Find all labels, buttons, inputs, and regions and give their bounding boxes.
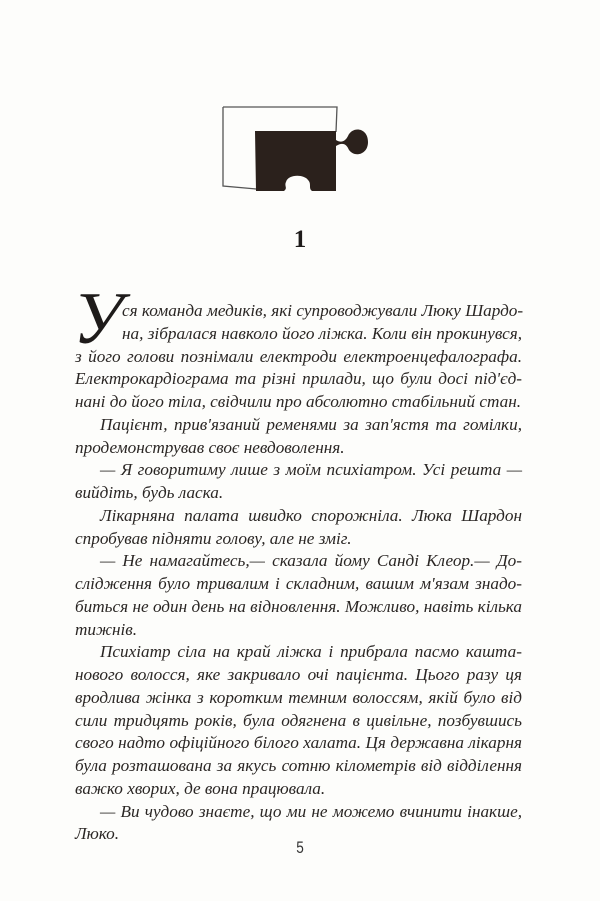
- text-line: слідження було тривалим і складним, вашим м'язам знадо-: [75, 574, 522, 593]
- text-line: — Не намагайтесь,— сказала йому Санді Клеор.— До-: [100, 551, 522, 571]
- text-line: Пацієнт, прив'язаний ременями за зап'ястя та гомілки,: [100, 414, 522, 434]
- text-line: важко хворих, де вона працювала.: [75, 778, 326, 798]
- text-line: Лікарняна палата швидко спорожніла. Люка Шардон: [100, 505, 522, 525]
- page-number: 5: [296, 838, 304, 857]
- drop-cap: У: [73, 278, 123, 360]
- text-line: Електрокардіограма та різні прилади, що були досі під'єд-: [75, 369, 522, 389]
- text-line: продемонстрував своє невдоволення.: [75, 437, 345, 457]
- body-text: [75, 300, 522, 846]
- text-line: тижнів.: [75, 619, 138, 639]
- text-line: вийдіть, будь ласка.: [75, 483, 224, 502]
- text-line: сили тридцять років, була одягнена в цивільне, позбувшись: [75, 710, 522, 730]
- text-line: Люко.: [75, 824, 120, 844]
- text-line: Психіатр сіла на край ліжка і прибрала пасмо кашта-: [100, 642, 522, 662]
- puzzle-piece-shape: [255, 129, 368, 191]
- text-line: — Ви чудово знаєте, що ми не можемо вчинити інакше,: [100, 801, 522, 821]
- chapter-number: 1: [293, 226, 307, 253]
- text-line: спробував підняти голову, але не зміг.: [75, 528, 352, 548]
- text-line: свого надто офіційного білого халата. Ця державна лікарня: [75, 733, 522, 753]
- text-line: вродлива жінка з коротким темним волоссям, якій було від: [75, 687, 522, 707]
- text-line: нового волосся, яке закривало очі пацієнта. Цього разу ця: [75, 665, 522, 684]
- text-line: нані до його тіла, свідчили про абсолютно стабільний стан.: [75, 392, 522, 411]
- text-line: ся команда медиків, які супроводжували Люку Шардо-: [122, 301, 524, 320]
- text-line: — Я говоритиму лише з моїм психіатром. Усі решта —: [100, 460, 522, 480]
- text-line: на, зібралася навколо його ліжка. Коли він прокинувся,: [122, 323, 522, 343]
- text-line: з його голови познімали електроди електроенцефалографа.: [75, 346, 522, 366]
- puzzle-piece-icon: [220, 104, 370, 196]
- text-line: була розташована за якусь сотню кілометрів від відділення: [75, 756, 522, 775]
- text-line: биться не один день на відновлення. Можливо, навіть кілька: [75, 596, 522, 616]
